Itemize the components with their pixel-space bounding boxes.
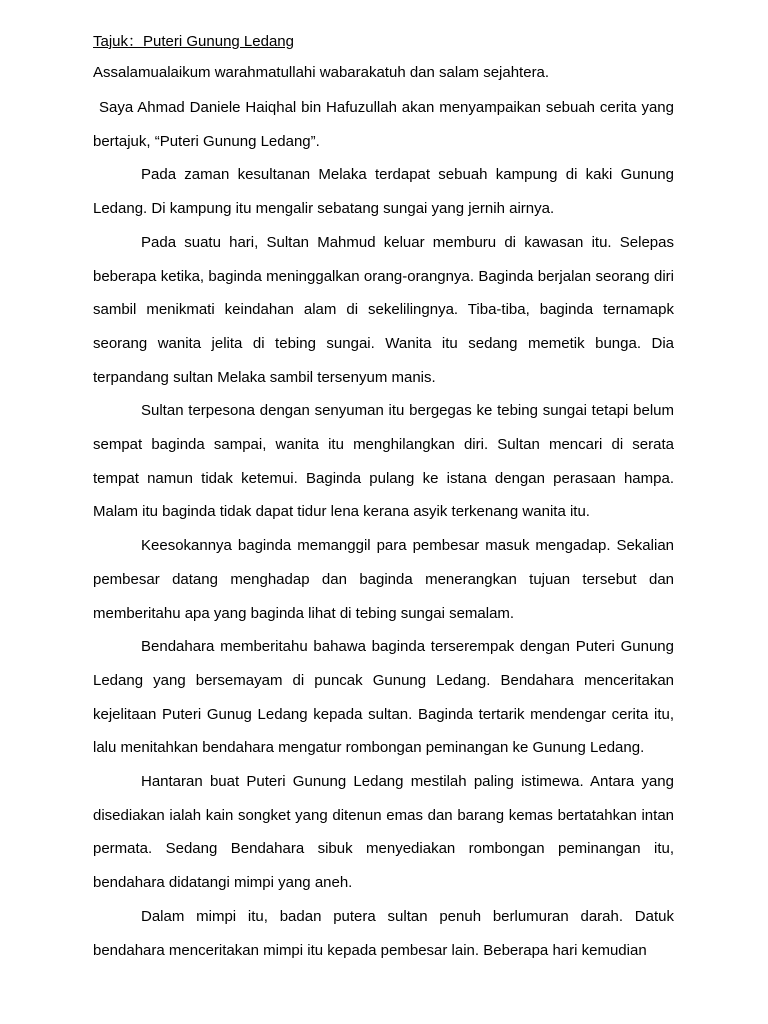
document-page: [93, 31, 674, 967]
greeting-line: Assalamualaikum warahmatullahi wabarakatuh dan salam sejahtera.: [93, 64, 550, 81]
story-paragraph-4: Keesokannya baginda memanggil para pembesar masuk mengadap. Sekalian pembesar datang menghadap dan baginda menerangkan tujuan tersebut dan memberitahu apa yang baginda lihat di tebing sungai semalam.: [93, 537, 674, 622]
story-paragraph-3: Sultan terpesona dengan senyuman itu bergegas ke tebing sungai tetapi belum sempat baginda sampai, wanita itu menghilangkan diri. Sultan mencari di serata tempat namun tidak ketemui. Baginda pulang ke istana dengan perasaan hampa. Malam itu baginda tidak dapat tidur lena kerana asyik terkenang wanita itu.: [93, 402, 674, 521]
story-paragraph-1: Pada zaman kesultanan Melaka terdapat sebuah kampung di kaki Gunung Ledang. Di kampung itu mengalir sebatang sungai yang jernih airnya.: [93, 166, 674, 218]
document-title: Tajuk：Puteri Gunung Ledang: [93, 33, 294, 50]
story-paragraph-5: Bendahara memberitahu bahawa baginda terserempak dengan Puteri Gunung Ledang yang bersemayam di puncak Gunung Ledang. Bendahara menceritakan kejelitaan Puteri Gunug Ledang kepada sultan. Baginda tertarik mendengar cerita itu, lalu menitahkan bendahara mengatur rombongan peminangan ke Gunung Ledang.: [93, 638, 674, 757]
story-paragraph-7: Dalam mimpi itu, badan putera sultan penuh berlumuran darah. Datuk bendahara menceritakan mimpi itu kepada pembesar lain. Beberapa hari kemudian: [93, 907, 674, 959]
intro-paragraph: Saya Ahmad Daniele Haiqhal bin Hafuzullah akan menyampaikan sebuah cerita yang bertajuk, “Puteri Gunung Ledang”.: [93, 99, 674, 150]
story-paragraph-6: Hantaran buat Puteri Gunung Ledang mestilah paling istimewa. Antara yang disediakan ialah kain songket yang ditenun emas dan barang kemas bertatahkan intan permata. Sedang Bendahara sibuk menyediakan rombongan peminangan itu, bendahara didatangi mimpi yang aneh.: [93, 773, 674, 892]
story-paragraph-2: Pada suatu hari, Sultan Mahmud keluar memburu di kawasan itu. Selepas beberapa ketika, baginda meninggalkan orang-orangnya. Baginda berjalan seorang diri sambil menikmati keindahan alam di sekelilingnya. Tiba-tiba, baginda ternamapk seorang wanita jelita di tebing sungai. Wanita itu sedang memetik bunga. Dia terpandang sultan Melaka sambil tersenyum manis.: [93, 233, 674, 386]
